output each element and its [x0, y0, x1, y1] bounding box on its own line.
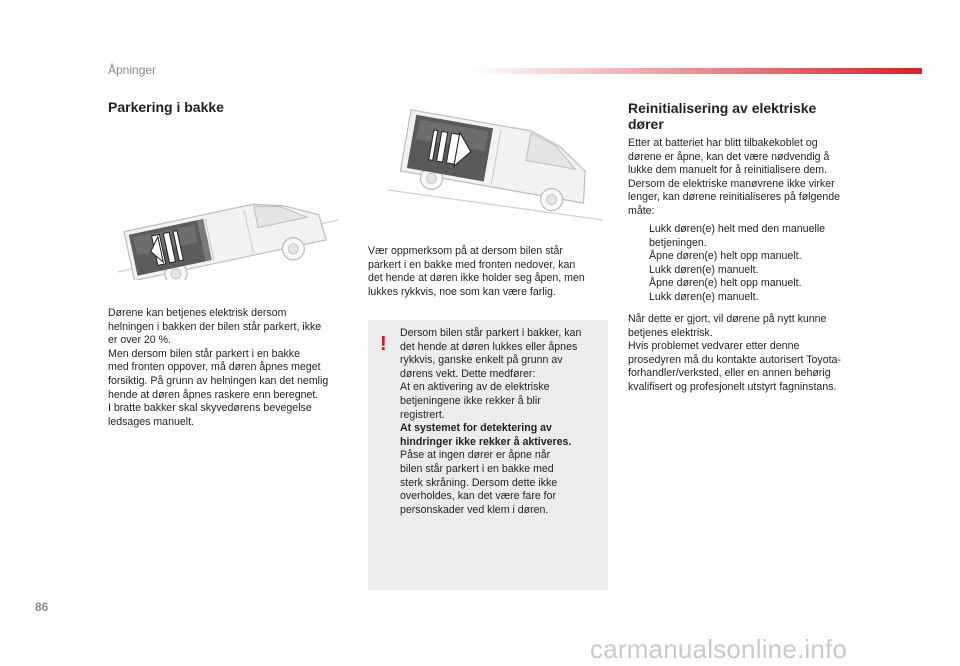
page-number: 86 [35, 600, 49, 614]
list-item [628, 264, 868, 278]
reinit-outro: Når dette er gjort, vil dørene på nytt kunne betjenes elektrisk. Hvis problemet vedvarer etter denne prosedyren må du kontakte autorisert Toyota- forhandler/verksted, eller en annen behørig kvalifisert og profesjonelt utstyrt fagninstans. [628, 313, 841, 393]
heading-reinitialisering: Reinitialisering av elektriske dører [628, 100, 817, 132]
list-item [628, 277, 868, 291]
warning-text [400, 327, 600, 517]
watermark: carmanualsonline.info [590, 634, 848, 664]
reinit-intro: Etter at batteriet har blitt tilbakekoblet og dørene er åpne, kan det være nødvendig å lukke dem manuelt for å reinitialisere dem. Dersom de elektriske manøvrene ikke virker lenger, kan dørene reinitialiseres på følgende måte: [628, 137, 840, 217]
list-item [628, 250, 868, 264]
step-text: Åpne døren(e) helt opp manuelt. [649, 277, 802, 290]
warning-text-intro: Dersom bilen står parkert i bakker, kan det hende at døren lukkes eller åpnes rykkvis, ganske enkelt på grunn av dørens vekt. Dette medfører: At en aktivering av de elektriske betjeningene ikke rekker å blir registrert. [400, 327, 582, 421]
header-accent-bar [470, 68, 922, 74]
van-downhill-illustration [108, 160, 348, 280]
warning-exclamation-icon: ! [380, 333, 387, 355]
list-item [628, 291, 868, 305]
reinit-steps-list [628, 223, 868, 305]
step-text: Lukk døren(e) manuelt. [649, 290, 759, 303]
warning-text-advice: Påse at ingen dører er åpne når bilen står parkert i en bakke med sterk skråning. Dersom dette ikke overholdes, kan det være fare for personskader ved klem i døren. [400, 449, 558, 516]
list-item [628, 223, 868, 250]
middle-paragraph: Vær oppmerksom på at dersom bilen står parkert i en bakke med fronten nedover, kan det hende at døren ikke holder seg åpen, men lukkes rykkvis, noe som kan være farlig. [368, 245, 585, 298]
step-text: Lukk døren(e) manuelt. [649, 263, 759, 276]
heading-parkering-i-bakke: Parkering i bakke [108, 99, 224, 115]
warning-text-bold: At systemet for detektering av hindringer ikke rekker å aktiveres. [400, 422, 572, 448]
section-header-title: Åpninger [108, 63, 157, 77]
step-text: Lukk døren(e) helt med den manuelle betjeningen. [649, 223, 826, 249]
parkering-paragraph: Dørene kan betjenes elektrisk dersom helningen i bakken der bilen står parkert, ikke er over 20 %. Men dersom bilen står parkert i en bakke med fronten oppover, må døren åpnes meget forsiktig. På grunn av helningen kan det nemlig hende at døren åpnes raskere enn beregnet. I bratte bakker skal skyvedørens bevegelse ledsages manuelt. [108, 307, 329, 428]
step-text: Åpne døren(e) helt opp manuelt. [649, 250, 802, 263]
van-uphill-illustration [383, 105, 608, 230]
